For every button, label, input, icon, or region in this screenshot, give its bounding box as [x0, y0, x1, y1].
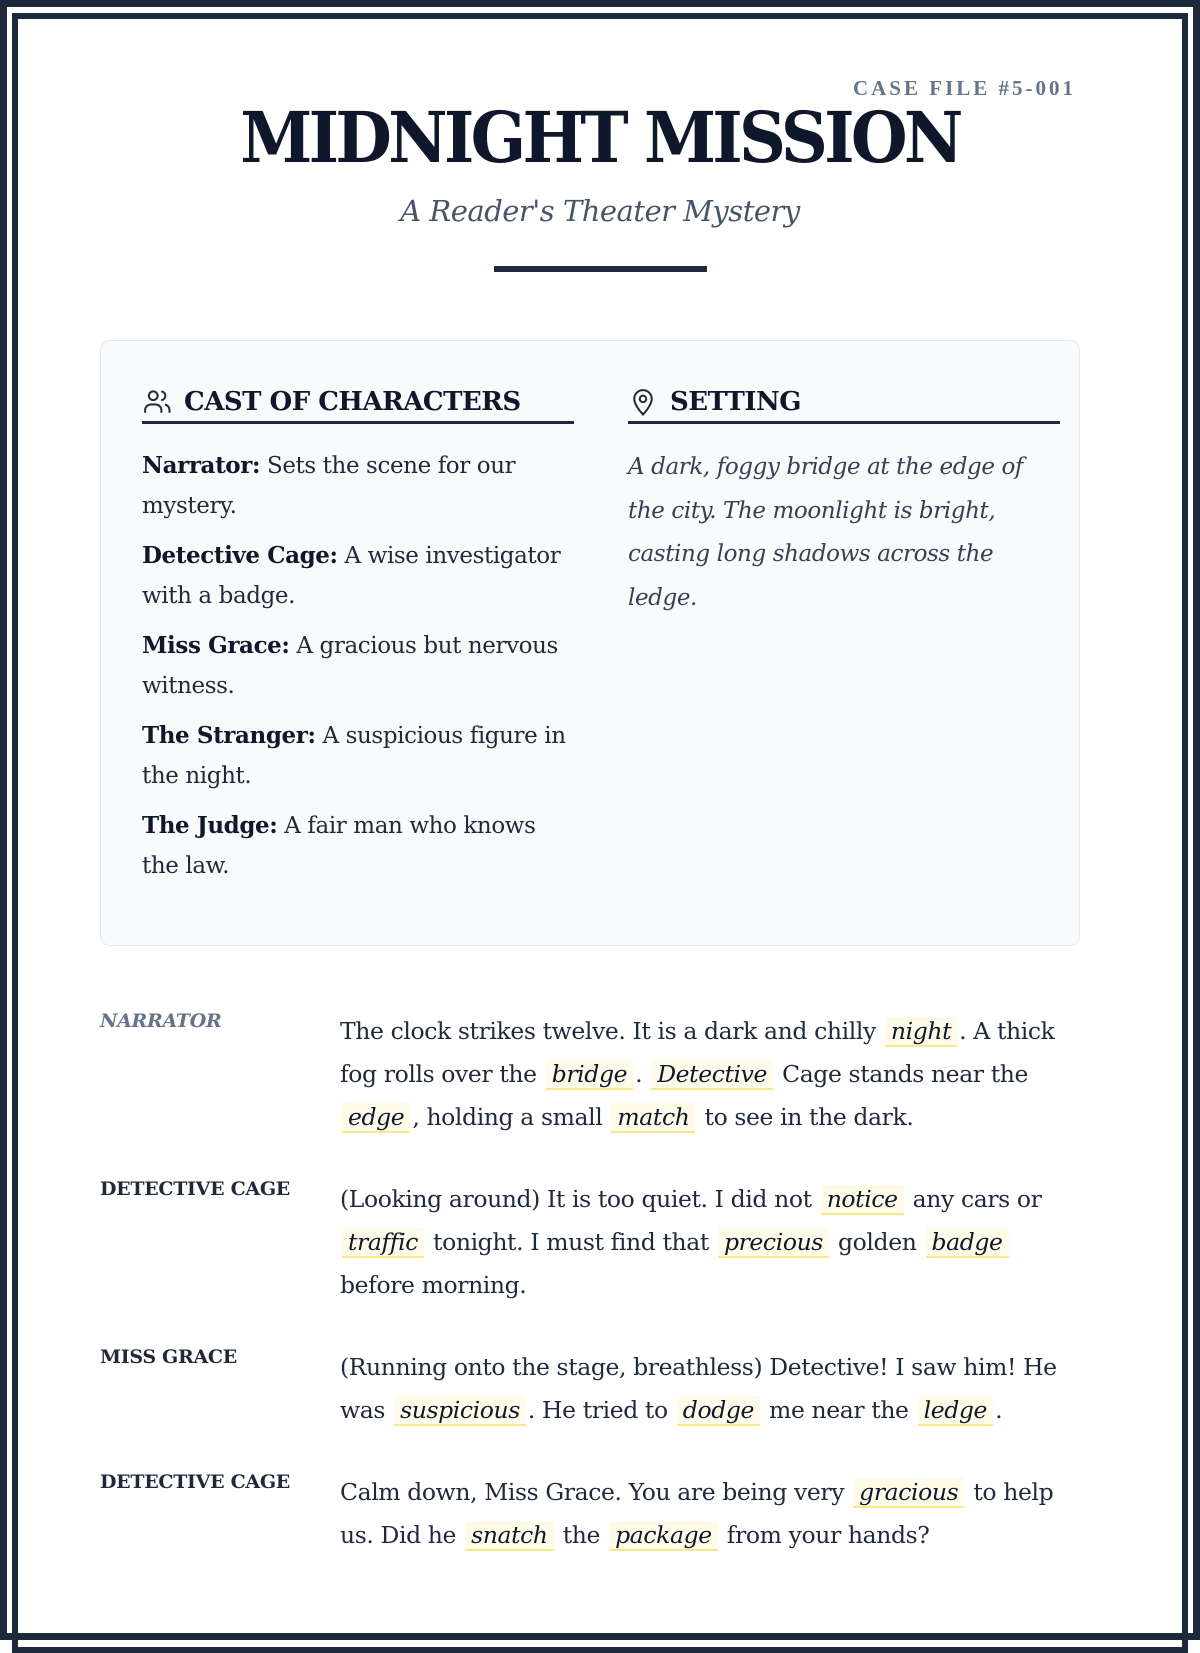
setting-description: A dark, foggy bridge at the edge of the city. The moonlight is bright, casting long shadows across the ledge.: [628, 454, 1024, 611]
dialogue-segment: Cage stands near the: [775, 1060, 1028, 1088]
map-pin-icon: [628, 387, 658, 417]
vocab-word: edge: [342, 1103, 410, 1133]
cast-description: Sets the scene for our mystery.: [142, 453, 516, 519]
vocab-word: precious: [718, 1228, 829, 1258]
vocab-word: suspicious: [394, 1396, 526, 1426]
cast-item: [142, 446, 574, 526]
vocab-word: bridge: [546, 1060, 633, 1090]
users-icon: [142, 387, 172, 417]
speaker-name: DETECTIVE CAGE: [100, 1471, 290, 1493]
dialogue-text: [340, 1346, 1090, 1432]
cast-description: A fair man who knows the law.: [142, 813, 536, 879]
vocab-word: ledge: [918, 1396, 993, 1426]
cast-description: A wise investigator with a badge.: [142, 543, 561, 609]
cast-name: The Judge:: [142, 812, 278, 839]
cast-name: Detective Cage:: [142, 542, 338, 569]
vocab-word: night: [885, 1017, 957, 1047]
speaker-name: NARRATOR: [100, 1010, 222, 1032]
dialogue-segment: the: [555, 1521, 608, 1549]
cast-heading-label: CAST OF CHARACTERS: [184, 387, 521, 417]
dialogue-segment: , holding a small: [412, 1103, 610, 1131]
setting-heading-label: SETTING: [670, 387, 801, 417]
dialogue-segment: tonight. I must find that: [425, 1228, 716, 1256]
dialogue-text: [340, 1010, 1090, 1139]
dialogue-segment: golden: [830, 1228, 924, 1256]
dialogue-text: [340, 1471, 1090, 1557]
dialogue-segment: from your hands?: [719, 1521, 930, 1549]
dialogue-line: [100, 1471, 1090, 1557]
dialogue-line: [100, 1346, 1090, 1432]
cast-item: [142, 536, 574, 616]
dialogue-segment: . A thick fog rolls over the: [340, 1017, 1055, 1088]
cast-item: [142, 626, 574, 706]
cast-name: Narrator:: [142, 452, 261, 479]
dialogue-segment: me near the: [761, 1396, 916, 1424]
cast-name: Miss Grace:: [142, 632, 290, 659]
page-subtitle: A Reader's Theater Mystery: [400, 194, 800, 228]
speaker-name: MISS GRACE: [100, 1346, 237, 1368]
vocab-word: traffic: [342, 1228, 424, 1258]
dialogue-segment: to see in the dark.: [697, 1103, 914, 1131]
title-divider: [494, 266, 707, 272]
vocab-word: package: [609, 1521, 718, 1551]
cast-description: A suspicious figure in the night.: [142, 723, 566, 789]
dialogue-segment: Calm down, Miss Grace. You are being very: [340, 1478, 852, 1506]
info-panel: [100, 340, 1080, 946]
cast-section: [142, 387, 574, 896]
vocab-word: snatch: [465, 1521, 554, 1551]
cast-item: [142, 806, 574, 886]
cast-heading: [142, 387, 574, 424]
dialogue-line: [100, 1010, 1090, 1139]
vocab-word: Detective: [651, 1060, 773, 1090]
dialogue-segment: .: [635, 1060, 650, 1088]
vocab-word: match: [611, 1103, 695, 1133]
vocab-word: notice: [821, 1185, 904, 1215]
dialogue-text: [340, 1178, 1090, 1307]
cast-list: [142, 446, 574, 886]
cast-description: A gracious but nervous witness.: [142, 633, 558, 699]
dialogue-segment: The clock strikes twelve. It is a dark and chilly: [340, 1017, 883, 1045]
dialogue-segment: to help us. Did he: [340, 1478, 1054, 1549]
dialogue-segment: . He tried to: [527, 1396, 675, 1424]
cast-name: The Stranger:: [142, 722, 316, 749]
speaker-name: DETECTIVE CAGE: [100, 1178, 290, 1200]
vocab-word: dodge: [677, 1396, 760, 1426]
dialogue-segment: before morning.: [340, 1271, 527, 1299]
dialogue-segment: any cars or: [905, 1185, 1042, 1213]
dialogue-line: [100, 1178, 1090, 1307]
case-file-number: CASE FILE #5-001: [852, 76, 1076, 100]
page-title: MIDNIGHT MISSION: [240, 96, 960, 179]
script-dialogue: [100, 1010, 1090, 1596]
dialogue-segment: (Running onto the stage, breathless) Detective! I saw him! He was: [340, 1353, 1057, 1424]
vocab-word: gracious: [853, 1478, 964, 1508]
setting-section: [628, 387, 1060, 620]
dialogue-segment: .: [995, 1396, 1003, 1424]
cast-item: [142, 716, 574, 796]
setting-heading: [628, 387, 1060, 424]
dialogue-segment: (Looking around) It is too quiet. I did not: [340, 1185, 819, 1213]
vocab-word: badge: [926, 1228, 1009, 1258]
